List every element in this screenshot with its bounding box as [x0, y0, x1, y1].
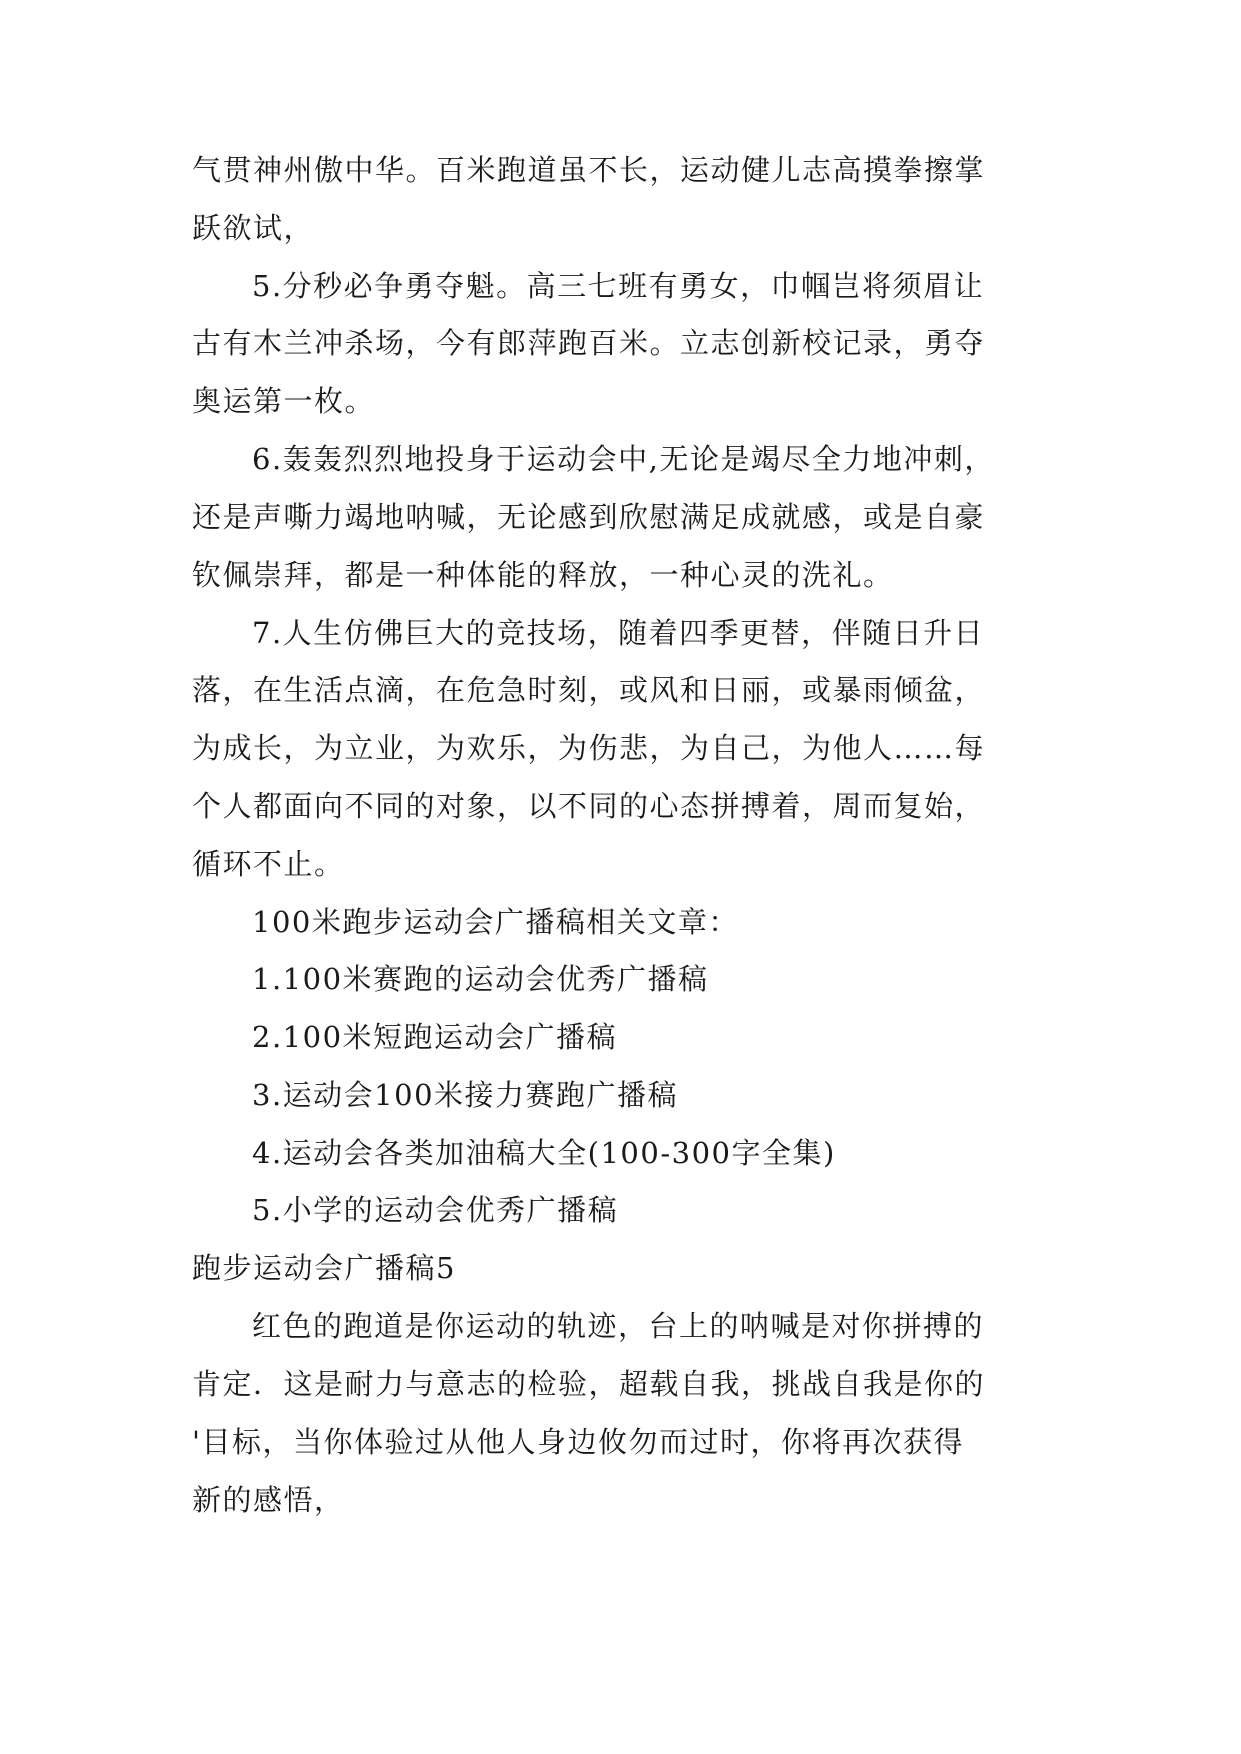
related-article-item: 3.运动会100米接力赛跑广播稿 [252, 1078, 679, 1112]
text-line: 古有木兰冲杀场，今有郎萍跑百米。立志创新校记录，勇夺 [192, 326, 986, 360]
text-line: 奥运第一枚。 [192, 384, 376, 418]
paragraph-5-start: 5.分秒必争勇夺魁。高三七班有勇女，巾帼岂将须眉让 [252, 269, 985, 303]
text-line: 钦佩崇拜，都是一种体能的释放，一种心灵的洗礼。 [192, 558, 894, 592]
text-line: 循环不止。 [192, 847, 345, 881]
paragraph-6-start: 6.轰轰烈烈地投身于运动会中,无论是竭尽全力地冲刺， [252, 442, 995, 476]
text-line: 跃欲试， [192, 211, 315, 245]
text-line: 新的感悟， [192, 1483, 345, 1517]
related-article-item: 2.100米短跑运动会广播稿 [252, 1020, 618, 1054]
related-articles-heading: 100米跑步运动会广播稿相关文章： [252, 905, 739, 939]
paragraph-7-start: 7.人生仿佛巨大的竞技场，随着四季更替，伴随日升日 [252, 616, 985, 650]
section-heading: 跑步运动会广播稿5 [192, 1251, 456, 1285]
text-line: 还是声嘶力竭地呐喊，无论感到欣慰满足成就感，或是自豪 [192, 500, 986, 534]
text-line: '目标，当你体验过从他人身边攸勿而过时，你将再次获得 [192, 1425, 964, 1459]
text-line: 为成长，为立业，为欢乐，为伤悲，为自己，为他人……每 [192, 731, 986, 765]
text-line: 个人都面向不同的对象，以不同的心态拼搏着，周而复始， [192, 789, 986, 823]
paragraph-start: 红色的跑道是你运动的轨迹，台上的呐喊是对你拼搏的 [252, 1309, 985, 1343]
related-article-item: 4.运动会各类加油稿大全(100-300字全集) [252, 1136, 836, 1170]
text-line: 气贯神州傲中华。百米跑道虽不长，运动健儿志高摸拳擦掌 [192, 153, 986, 187]
text-line: 落，在生活点滴，在危急时刻，或风和日丽，或暴雨倾盆， [192, 673, 986, 707]
related-article-item: 1.100米赛跑的运动会优秀广播稿 [252, 962, 709, 996]
related-article-item: 5.小学的运动会优秀广播稿 [252, 1193, 619, 1227]
text-line: 肯定．这是耐力与意志的检验，超载自我，挑战自我是你的 [192, 1367, 986, 1401]
